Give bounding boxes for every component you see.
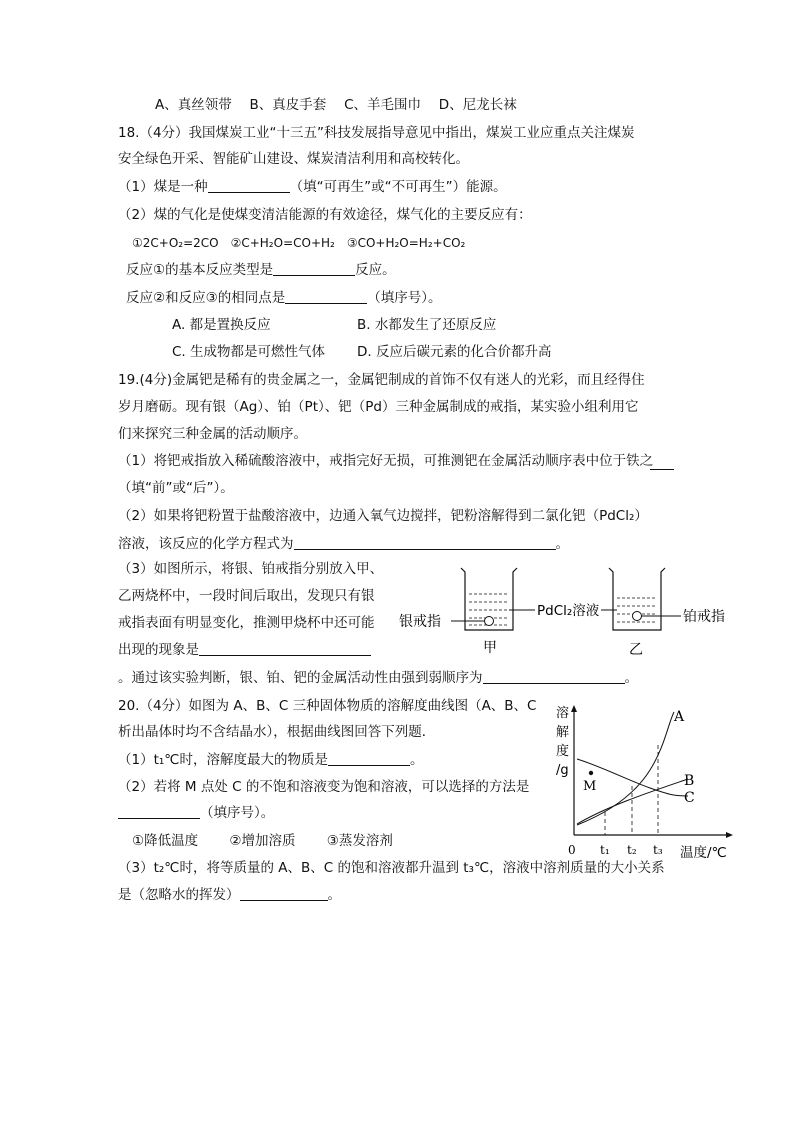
answer-blank[interactable] — [273, 261, 355, 276]
q18-r1-suffix: 反应。 — [355, 262, 396, 278]
q18-part1-suffix: （填“可再生”或“不可再生”）能源。 — [289, 179, 507, 195]
q19-stem-line3: 们来探究三种金属的活动顺序。 — [118, 426, 307, 442]
q18-reactions: ①2C+O₂=2CO ②C+H₂O=CO+H₂ ③CO+H₂O=H₂+CO₂ — [132, 236, 466, 250]
q18-part2: （2）煤的气化是使煤变清洁能源的有效途径，煤气化的主要反应有： — [118, 207, 532, 223]
q19-part2-line1: （2）如果将钯粉置于盐酸溶液中，边通入氧气边搅拌，钯粉溶解得到二氯化钯（PdCl₂） — [118, 508, 648, 524]
q18-r1-prefix: 反应①的基本反应类型是 — [126, 262, 274, 278]
answer-blank[interactable] — [294, 535, 556, 550]
q18-r2-prefix: 反应②和反应③的相同点是 — [126, 290, 286, 306]
answer-blank[interactable] — [208, 178, 290, 193]
q20-part3-line1: （3）t₂℃时，将等质量的 A、B、C 的饱和溶液都升温到 t₃℃，溶液中溶剂质量的大小关系 — [118, 860, 665, 876]
q18-option-a: A. 都是置换反应 — [172, 317, 271, 333]
q20-stem-line2: 析出晶体时均不含结晶水），根据曲线图回答下列题． — [118, 724, 436, 740]
q18-option-c: C. 生成物都是可燃性气体 — [172, 344, 326, 360]
q18-part1 — [118, 178, 507, 196]
label-silver-ring: 银戒指 — [399, 614, 441, 630]
q20-part1 — [118, 751, 423, 769]
answer-blank[interactable] — [199, 641, 371, 656]
q20-p3-line2-prefix: 是（忽略水的挥发） — [118, 887, 240, 903]
q19-part3-line5 — [118, 669, 638, 687]
q20-p2-line2-text: （填序号）。 — [200, 805, 275, 821]
tick-t2: t₂ — [627, 843, 637, 857]
tick-t1: t₁ — [600, 843, 610, 857]
q18-option-b: B. 水都发生了还原反应 — [357, 317, 497, 333]
q18-part1-prefix: （1）煤是一种 — [118, 179, 208, 195]
label-m: M — [583, 779, 597, 794]
q18-stem-line1: 18.（4分）我国煤炭工业“十三五”科技发展指导意见中指出，煤炭工业应重点关注煤炭 — [118, 125, 635, 141]
q19-part2-line2 — [118, 535, 569, 553]
q19-part3-line2: 乙两烧杯中，一段时间后取出，发现只有银 — [118, 588, 375, 604]
tick-origin: 0 — [568, 843, 576, 857]
platinum-ring-icon — [633, 612, 642, 621]
q18-reaction1-type — [126, 261, 396, 279]
q18-option-d: D. 反应后碳元素的化合价都升高 — [357, 344, 552, 360]
tick-t3: t₃ — [653, 843, 663, 857]
q19-part1-line2: （填“前”或“后”）。 — [118, 480, 234, 496]
point-m — [589, 771, 593, 775]
q19-part3-line4 — [118, 641, 371, 659]
q18-stem-line2: 安全绿色开采、智能矿山建设、煤炭清洁利用和高校转化。 — [118, 151, 469, 167]
answer-blank[interactable] — [483, 669, 625, 684]
q19-p3-line4-text: 出现的现象是 — [118, 642, 199, 658]
beaker-yi — [609, 568, 665, 630]
answer-blank[interactable] — [118, 804, 200, 819]
answer-blank[interactable] — [240, 886, 328, 901]
label-beaker-jia: 甲 — [483, 640, 497, 656]
q20-p3-line2-suffix: 。 — [327, 887, 341, 903]
y-label-2: 解 — [556, 725, 570, 740]
q20-part2-line2 — [118, 804, 274, 822]
silver-ring-icon — [485, 617, 494, 626]
label-platinum-ring: 铂戒指 — [683, 609, 725, 625]
q19-p3-line5-prefix: 。通过该实验判断，银、铂、钯的金属活动性由强到弱顺序为 — [118, 670, 483, 686]
label-pdcl2-solution: PdCl₂溶液 — [537, 603, 600, 619]
q19-p3-line5-suffix: 。 — [624, 670, 638, 686]
q19-part3-line1: （3）如图所示，将银、铂戒指分别放入甲、 — [118, 561, 384, 577]
label-curve-b: B — [684, 773, 695, 789]
answer-blank[interactable] — [285, 289, 367, 304]
solubility-curve-figure — [550, 702, 740, 862]
q20-p1-suffix: 。 — [409, 752, 424, 768]
q20-p1-prefix: （1）t₁℃时，溶解度最大的物质是 — [118, 752, 328, 768]
y-label-1: 溶 — [556, 706, 570, 721]
beaker-figure — [395, 558, 735, 660]
q20-stem-line1: 20.（4分）如图为 A、B、C 三种固体物质的溶解度曲线图（A、B、C — [118, 698, 537, 714]
q18-r2-suffix: （填序号）。 — [367, 290, 442, 306]
q19-stem-line2: 岁月磨砺。现有银（Ag）、铂（Pt）、钯（Pd）三种金属制成的戒指，某实验小组利用它 — [118, 399, 639, 415]
q20-methods: ①降低温度 ②增加溶质 ③蒸发溶剂 — [132, 833, 393, 849]
label-curve-a: A — [674, 709, 685, 725]
answer-blank[interactable] — [650, 455, 674, 470]
q19-p2-prefix: 溶液，该反应的化学方程式为 — [118, 536, 294, 552]
q19-part3-line3: 戒指表面有明显变化，推测甲烧杯中还可能 — [118, 615, 375, 631]
q18-reaction-common — [126, 289, 441, 307]
q17-options: A、真丝领带 B、真皮手套 C、羊毛围巾 D、尼龙长袜 — [155, 97, 517, 113]
q19-stem-line1: 19.(4分)金属钯是稀有的贵金属之一，金属钯制成的首饰不仅有迷人的光彩，而且经得住 — [118, 372, 645, 388]
label-beaker-yi: 乙 — [629, 642, 643, 658]
curve-a — [577, 712, 674, 825]
answer-blank[interactable] — [328, 751, 410, 766]
y-label-4: /g — [556, 763, 569, 778]
q20-part2-line1: （2）若将 M 点处 C 的不饱和溶液变为饱和溶液，可以选择的方法是 — [118, 779, 530, 795]
q19-p2-suffix: 。 — [555, 536, 569, 552]
y-label-3: 度 — [556, 744, 570, 759]
q20-part3-line2 — [118, 886, 341, 904]
q19-part1-line1: （1）将钯戒指放入稀硫酸溶液中，戒指完好无损，可推测钯在金属活动顺序表中位于铁之 — [118, 453, 654, 469]
label-curve-c: C — [684, 790, 695, 806]
x-axis-label: 温度/℃ — [680, 845, 727, 861]
